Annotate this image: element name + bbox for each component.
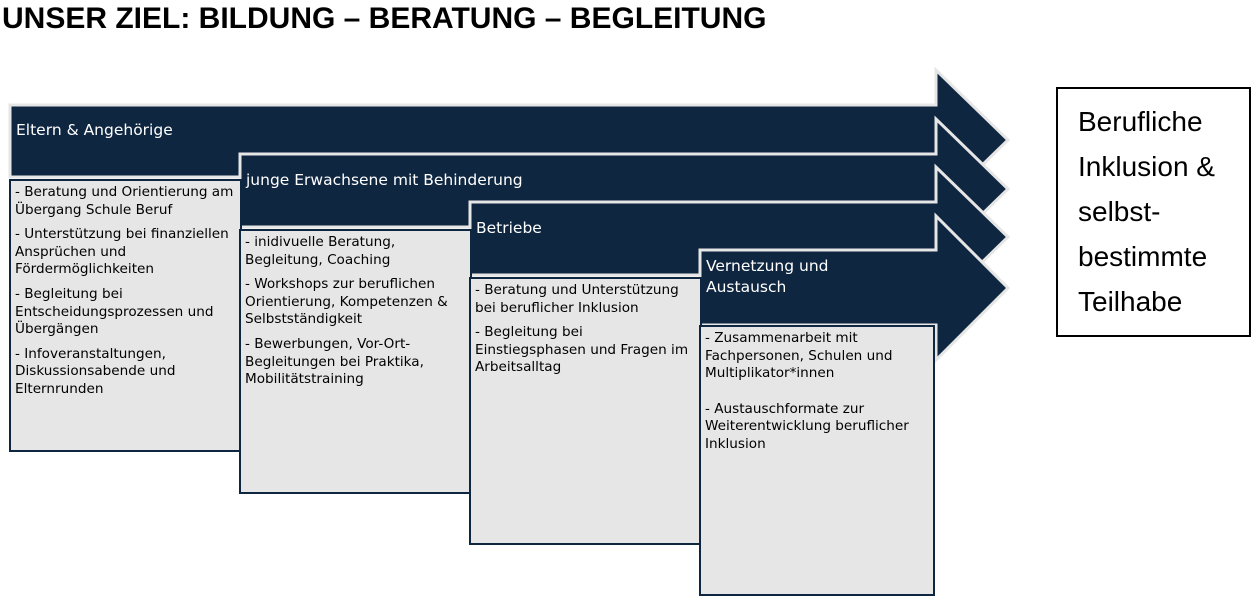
- goal-line: Teilhabe: [1078, 286, 1183, 317]
- list-item: - Unterstützung bei finanziellen Ansprüchen und Fördermöglichkeiten: [15, 226, 229, 278]
- list-item: - inidivuelle Beratung, Begleitung, Coaching: [245, 234, 396, 268]
- list-item: - Begleitung bei Einstiegsphasen und Fragen im Arbeitsalltag: [475, 324, 689, 376]
- arrow-label-betriebe: Betriebe: [476, 219, 542, 237]
- page-title: UNSER ZIEL: BILDUNG – BERATUNG – BEGLEITUNG: [2, 2, 767, 35]
- list-item: - Workshops zur beruflichen Orientierung, Kompetenzen & Selbstständigkeit: [245, 276, 448, 328]
- list-item: - Zusammenarbeit mit Fachpersonen, Schulen und Multiplikator*innen: [705, 330, 893, 382]
- goal-line: Inklusion &: [1078, 151, 1215, 182]
- list-item: - Beratung und Orientierung am Übergang Schule Beruf: [15, 184, 234, 218]
- list-item: - Austauschformate zur Weiterentwicklung beruflicher Inklusion: [705, 400, 909, 452]
- list-item: - Infoveranstaltungen, Diskussionsabende und Elternrunden: [15, 345, 176, 397]
- arrow-label-junge-erwachsene: junge Erwachsene mit Behinderung: [246, 171, 523, 189]
- goal-line: bestimmte: [1078, 241, 1208, 272]
- list-item: - Begleitung bei Entscheidungsprozessen und Übergängen: [15, 285, 214, 338]
- stage-box-vernetzung: [699, 325, 935, 596]
- list-item: - Bewerbungen, Vor-Ort-Begleitungen bei Praktika, Mobilitätstraining: [245, 335, 424, 388]
- goal-box: [1056, 87, 1251, 337]
- stage-box-junge-erwachsene: [239, 229, 472, 494]
- stage-box-betriebe: [469, 277, 702, 545]
- list-item: - Beratung und Unterstützung bei beruflicher Inklusion: [475, 282, 679, 316]
- arrow-label-eltern: Eltern & Angehörige: [16, 121, 173, 139]
- stage-box-eltern: [9, 179, 242, 452]
- arrow-label-vernetzung: Vernetzung und Austausch: [706, 257, 829, 296]
- goal-line: selbst-: [1078, 196, 1161, 227]
- goal-line: Berufliche: [1078, 106, 1203, 137]
